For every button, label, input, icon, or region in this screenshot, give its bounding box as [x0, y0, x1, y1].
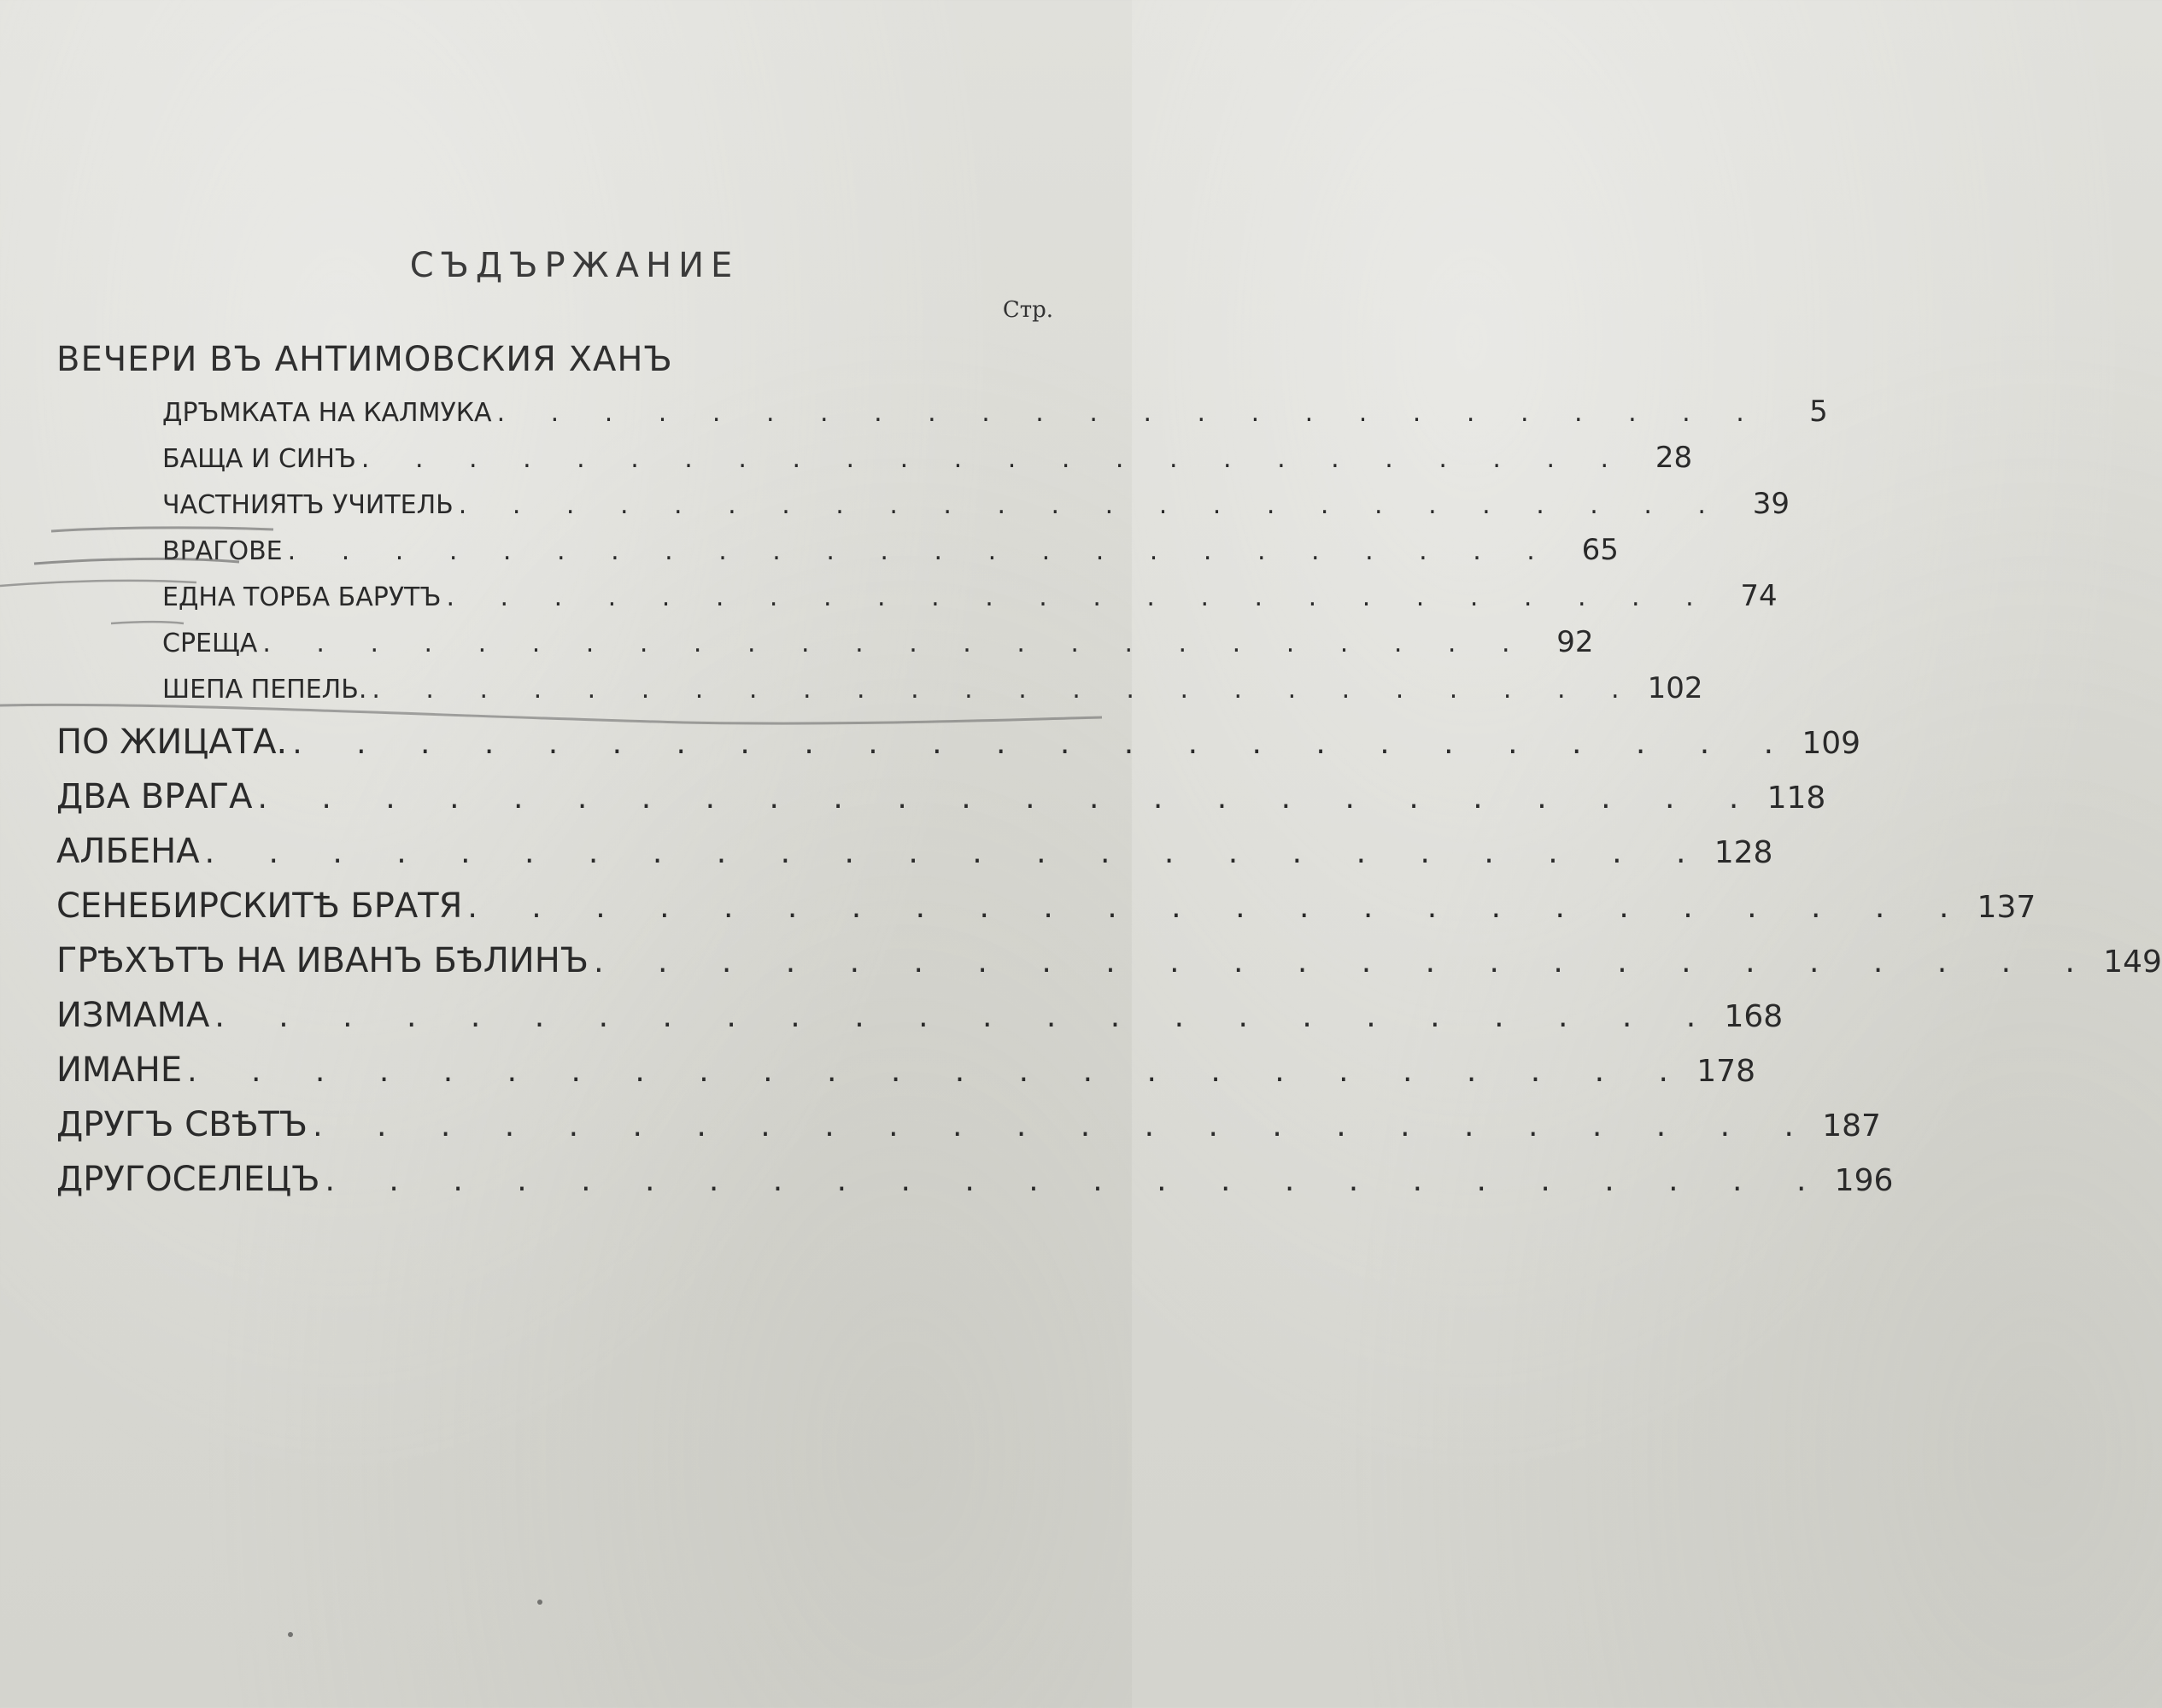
page-title: СЪДЪРЖАНИЕ [409, 246, 740, 285]
toc-subentry [162, 579, 1778, 613]
toc-subentry [162, 395, 1828, 429]
entry-title: БАЩА И СИНЪ [162, 444, 356, 474]
entry-title: ДРЪМКАТА НА КАЛМУКА [162, 398, 492, 428]
toc-entry [56, 1105, 1881, 1144]
entry-page: 178 [1696, 1054, 1755, 1089]
dot-leader: . . . . . . . . . . . . . . . . . . . . . . . . [496, 398, 1763, 428]
entry-page: 39 [1752, 487, 1790, 521]
entry-page: 128 [1714, 835, 1773, 870]
entry-title: ДРУГЪ СВѢТЪ [56, 1105, 308, 1144]
toc-entry [56, 886, 2036, 926]
dot-leader: . . . . . . . . . . . . . . . . . . . . . . . . [292, 726, 1796, 761]
entry-page: 92 [1556, 625, 1594, 659]
dot-leader: . . . . . . . . . . . . . . . . . . . . . . . . [262, 629, 1529, 658]
toc-entry [56, 996, 1784, 1035]
toc-entry [56, 777, 1826, 816]
toc-subentry [162, 625, 1594, 659]
entry-title: АЛБЕНА [56, 832, 200, 871]
toc-subentry [162, 533, 1619, 567]
entry-page: 109 [1802, 726, 1861, 761]
dot-leader: . . . . . . . . . . . . . . . . . . . . . . . . [360, 444, 1628, 474]
entry-title: ИМАНЕ [56, 1050, 183, 1090]
dot-leader: . . . . . . . . . . . . . . . . . . . . . . . . [458, 490, 1725, 520]
dot-leader: . . . . . . . . . . . . . . . . . . . . . . . . [313, 1108, 1816, 1144]
dot-leader: . . . . . . . . . . . . . . . . . . . . . . . . [594, 945, 2097, 980]
entry-title: СРЕЩА [162, 629, 258, 658]
entry-page: 102 [1647, 671, 1703, 705]
toc-subentry [162, 671, 1703, 705]
entry-page: 28 [1655, 441, 1693, 475]
toc-subentry [162, 441, 1693, 475]
entry-title: ИЗМАМА [56, 996, 210, 1035]
toc-entry [56, 832, 1773, 871]
entry-page: 118 [1767, 781, 1826, 816]
entry-title: ЕДНА ТОРБА БАРУТЪ [162, 582, 442, 612]
dot-leader: . . . . . . . . . . . . . . . . . . . . . . . . [446, 582, 1713, 612]
page-column-label: Стр. [1002, 297, 1053, 323]
section-heading: ВЕЧЕРИ ВЪ АНТИМОВСКИЯ ХАНЪ [56, 340, 673, 379]
entry-page: 187 [1822, 1108, 1881, 1144]
entry-title: ШЕПА ПЕПЕЛЬ. [162, 675, 367, 705]
dot-leader: . . . . . . . . . . . . . . . . . . . . . . . . [257, 781, 1761, 816]
toc-subentry [162, 487, 1790, 521]
entry-title: ЧАСТНИЯТЪ УЧИТЕЛЬ [162, 490, 454, 520]
dot-leader: . . . . . . . . . . . . . . . . . . . . . . . . [187, 1054, 1690, 1089]
entry-page: 65 [1581, 533, 1619, 567]
dot-leader: . . . . . . . . . . . . . . . . . . . . . . . . [204, 835, 1708, 870]
dot-leader: . . . . . . . . . . . . . . . . . . . . . . . . [325, 1163, 1829, 1198]
toc-entry [56, 1050, 1755, 1090]
dot-leader: . . . . . . . . . . . . . . . . . . . . . . . . [467, 890, 1972, 925]
entry-title: СЕНЕБИРСКИТѢ БРАТЯ [56, 886, 463, 926]
entry-title: ГРѢХЪТЪ НА ИВАНЪ БѢЛИНЪ [56, 941, 589, 980]
dot-leader: . . . . . . . . . . . . . . . . . . . . . . . . [287, 536, 1554, 566]
dot-leader: . . . . . . . . . . . . . . . . . . . . . . . . [372, 675, 1638, 705]
toc-entry [56, 722, 1861, 762]
entry-page: 137 [1977, 890, 2036, 925]
toc-entry [56, 1160, 1894, 1199]
toc-entry [56, 941, 2162, 980]
entry-page: 196 [1834, 1163, 1894, 1198]
entry-title: ДВА ВРАГА [56, 777, 253, 816]
dot-leader: . . . . . . . . . . . . . . . . . . . . . . . . [214, 999, 1719, 1034]
entry-title: ДРУГОСЕЛЕЦЪ [56, 1160, 320, 1199]
entry-page: 149 [2103, 945, 2162, 980]
entry-title: ВРАГОВЕ [162, 536, 283, 566]
entry-page: 5 [1809, 395, 1828, 429]
entry-title: ПО ЖИЦАТА. [56, 722, 288, 762]
entry-page: 74 [1740, 579, 1778, 613]
entry-page: 168 [1724, 999, 1784, 1034]
